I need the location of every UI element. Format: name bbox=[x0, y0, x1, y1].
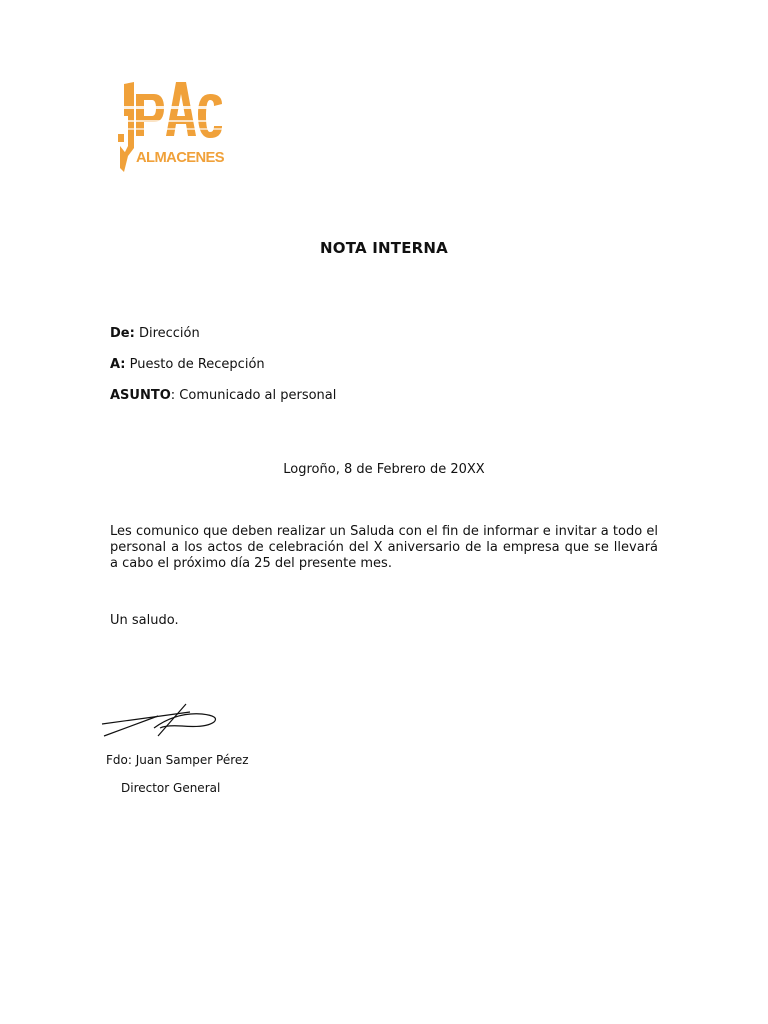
subject-label: ASUNTO bbox=[110, 388, 171, 403]
handwritten-signature bbox=[98, 698, 223, 746]
document-title: NOTA INTERNA bbox=[320, 239, 448, 257]
to-value: Puesto de Recepción bbox=[125, 357, 265, 372]
to-field bbox=[110, 357, 265, 372]
signer-name: Fdo: Juan Samper Pérez bbox=[106, 753, 249, 767]
subject-value: : Comunicado al personal bbox=[170, 388, 337, 403]
subject-field bbox=[110, 388, 336, 403]
from-value: Dirección bbox=[134, 326, 200, 341]
signer-role: Director General bbox=[121, 781, 221, 795]
body-paragraph: Les comunico que deben realizar un Saluda con el fin de informar e invitar a todo el personal a los actos de celebración del X aniversario de la empresa que se llevará a cabo el próximo día 25 del presente mes. bbox=[110, 524, 658, 571]
closing-text: Un saludo. bbox=[110, 613, 179, 628]
svg-text:ALMACENES: ALMACENES bbox=[136, 149, 225, 166]
document-date: Logroño, 8 de Febrero de 20XX bbox=[283, 462, 485, 477]
company-logo bbox=[114, 76, 226, 174]
from-field bbox=[110, 326, 200, 341]
to-label: A: bbox=[110, 357, 126, 372]
from-label: De: bbox=[110, 326, 135, 341]
